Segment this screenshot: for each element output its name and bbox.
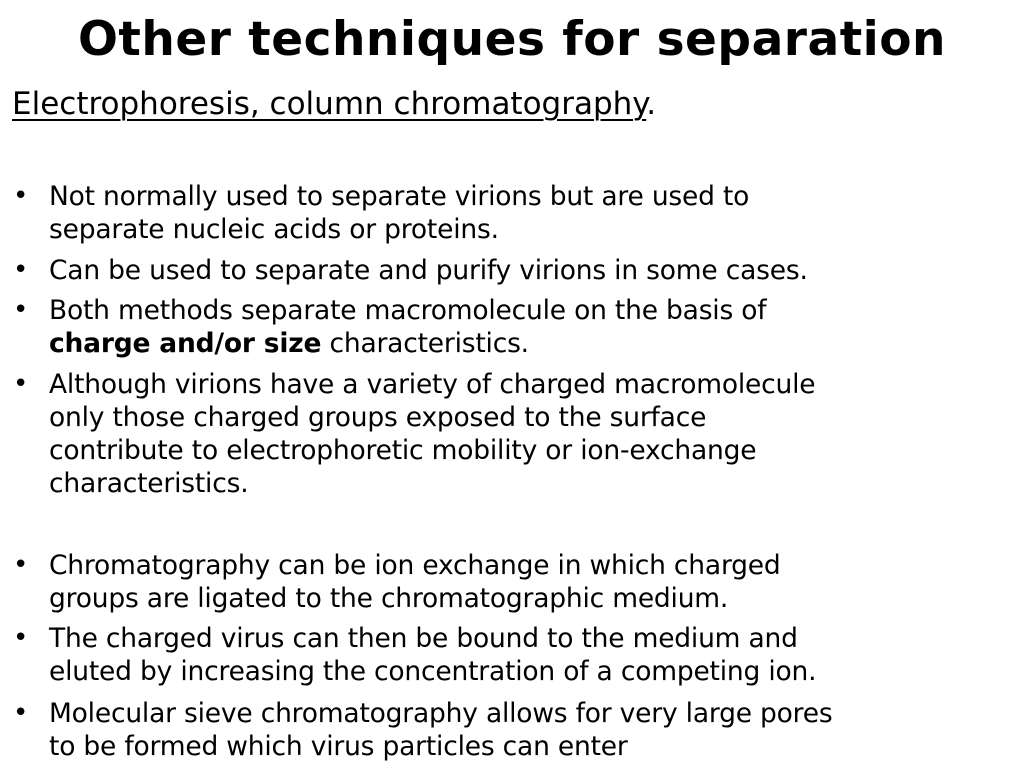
slide-subtitle [12, 82, 656, 126]
bullet-line: to be formed which virus particles can enter [49, 731, 628, 762]
subtitle-period: . [646, 86, 657, 122]
bullet-dot-icon: • [13, 181, 29, 211]
bullet-line: only those charged groups exposed to the surface [49, 402, 707, 433]
bullet-line: separate nucleic acids or proteins. [49, 214, 499, 245]
bullet-dot-icon: • [13, 550, 29, 580]
bullet-text [49, 622, 1009, 688]
bullet-dot-icon: • [13, 295, 29, 325]
subtitle-underlined-text: Electrophoresis, column chromatography [12, 86, 647, 122]
bullet-line: contribute to electrophoretic mobility or ion-exchange [49, 435, 757, 466]
bullet-text [49, 254, 1009, 287]
slide-title: Other techniques for separation [77, 12, 947, 67]
bullet-dot-icon: • [13, 698, 29, 728]
bullet-text [49, 368, 1009, 500]
bullet-text [49, 549, 1009, 615]
bullet-dot-icon: • [13, 255, 29, 285]
bullet-line: Molecular sieve chromatography allows for very large pores [49, 698, 833, 729]
bullet-line [49, 327, 1009, 360]
bullet-text [49, 294, 1009, 360]
bullet-line-rest: characteristics. [321, 328, 529, 359]
bullet-line: Not normally used to separate virions but are used to [49, 181, 750, 212]
bullet-dot-icon: • [13, 623, 29, 653]
bullet-line: characteristics. [49, 468, 249, 499]
bullet-line: eluted by increasing the concentration of a competing ion. [49, 656, 817, 687]
bullet-text [49, 697, 1009, 763]
bullet-line: Chromatography can be ion exchange in which charged [49, 550, 781, 581]
bullet-line: Although virions have a variety of charged macromolecule [49, 369, 816, 400]
bullet-line: The charged virus can then be bound to the medium and [49, 623, 798, 654]
bullet-line: groups are ligated to the chromatographic medium. [49, 583, 729, 614]
bullet-text [49, 180, 1009, 246]
bold-emphasis: charge and/or size [49, 328, 322, 359]
bullet-line: Can be used to separate and purify virions in some cases. [49, 255, 808, 286]
bullet-dot-icon: • [13, 369, 29, 399]
bullet-line: Both methods separate macromolecule on the basis of [49, 295, 767, 326]
